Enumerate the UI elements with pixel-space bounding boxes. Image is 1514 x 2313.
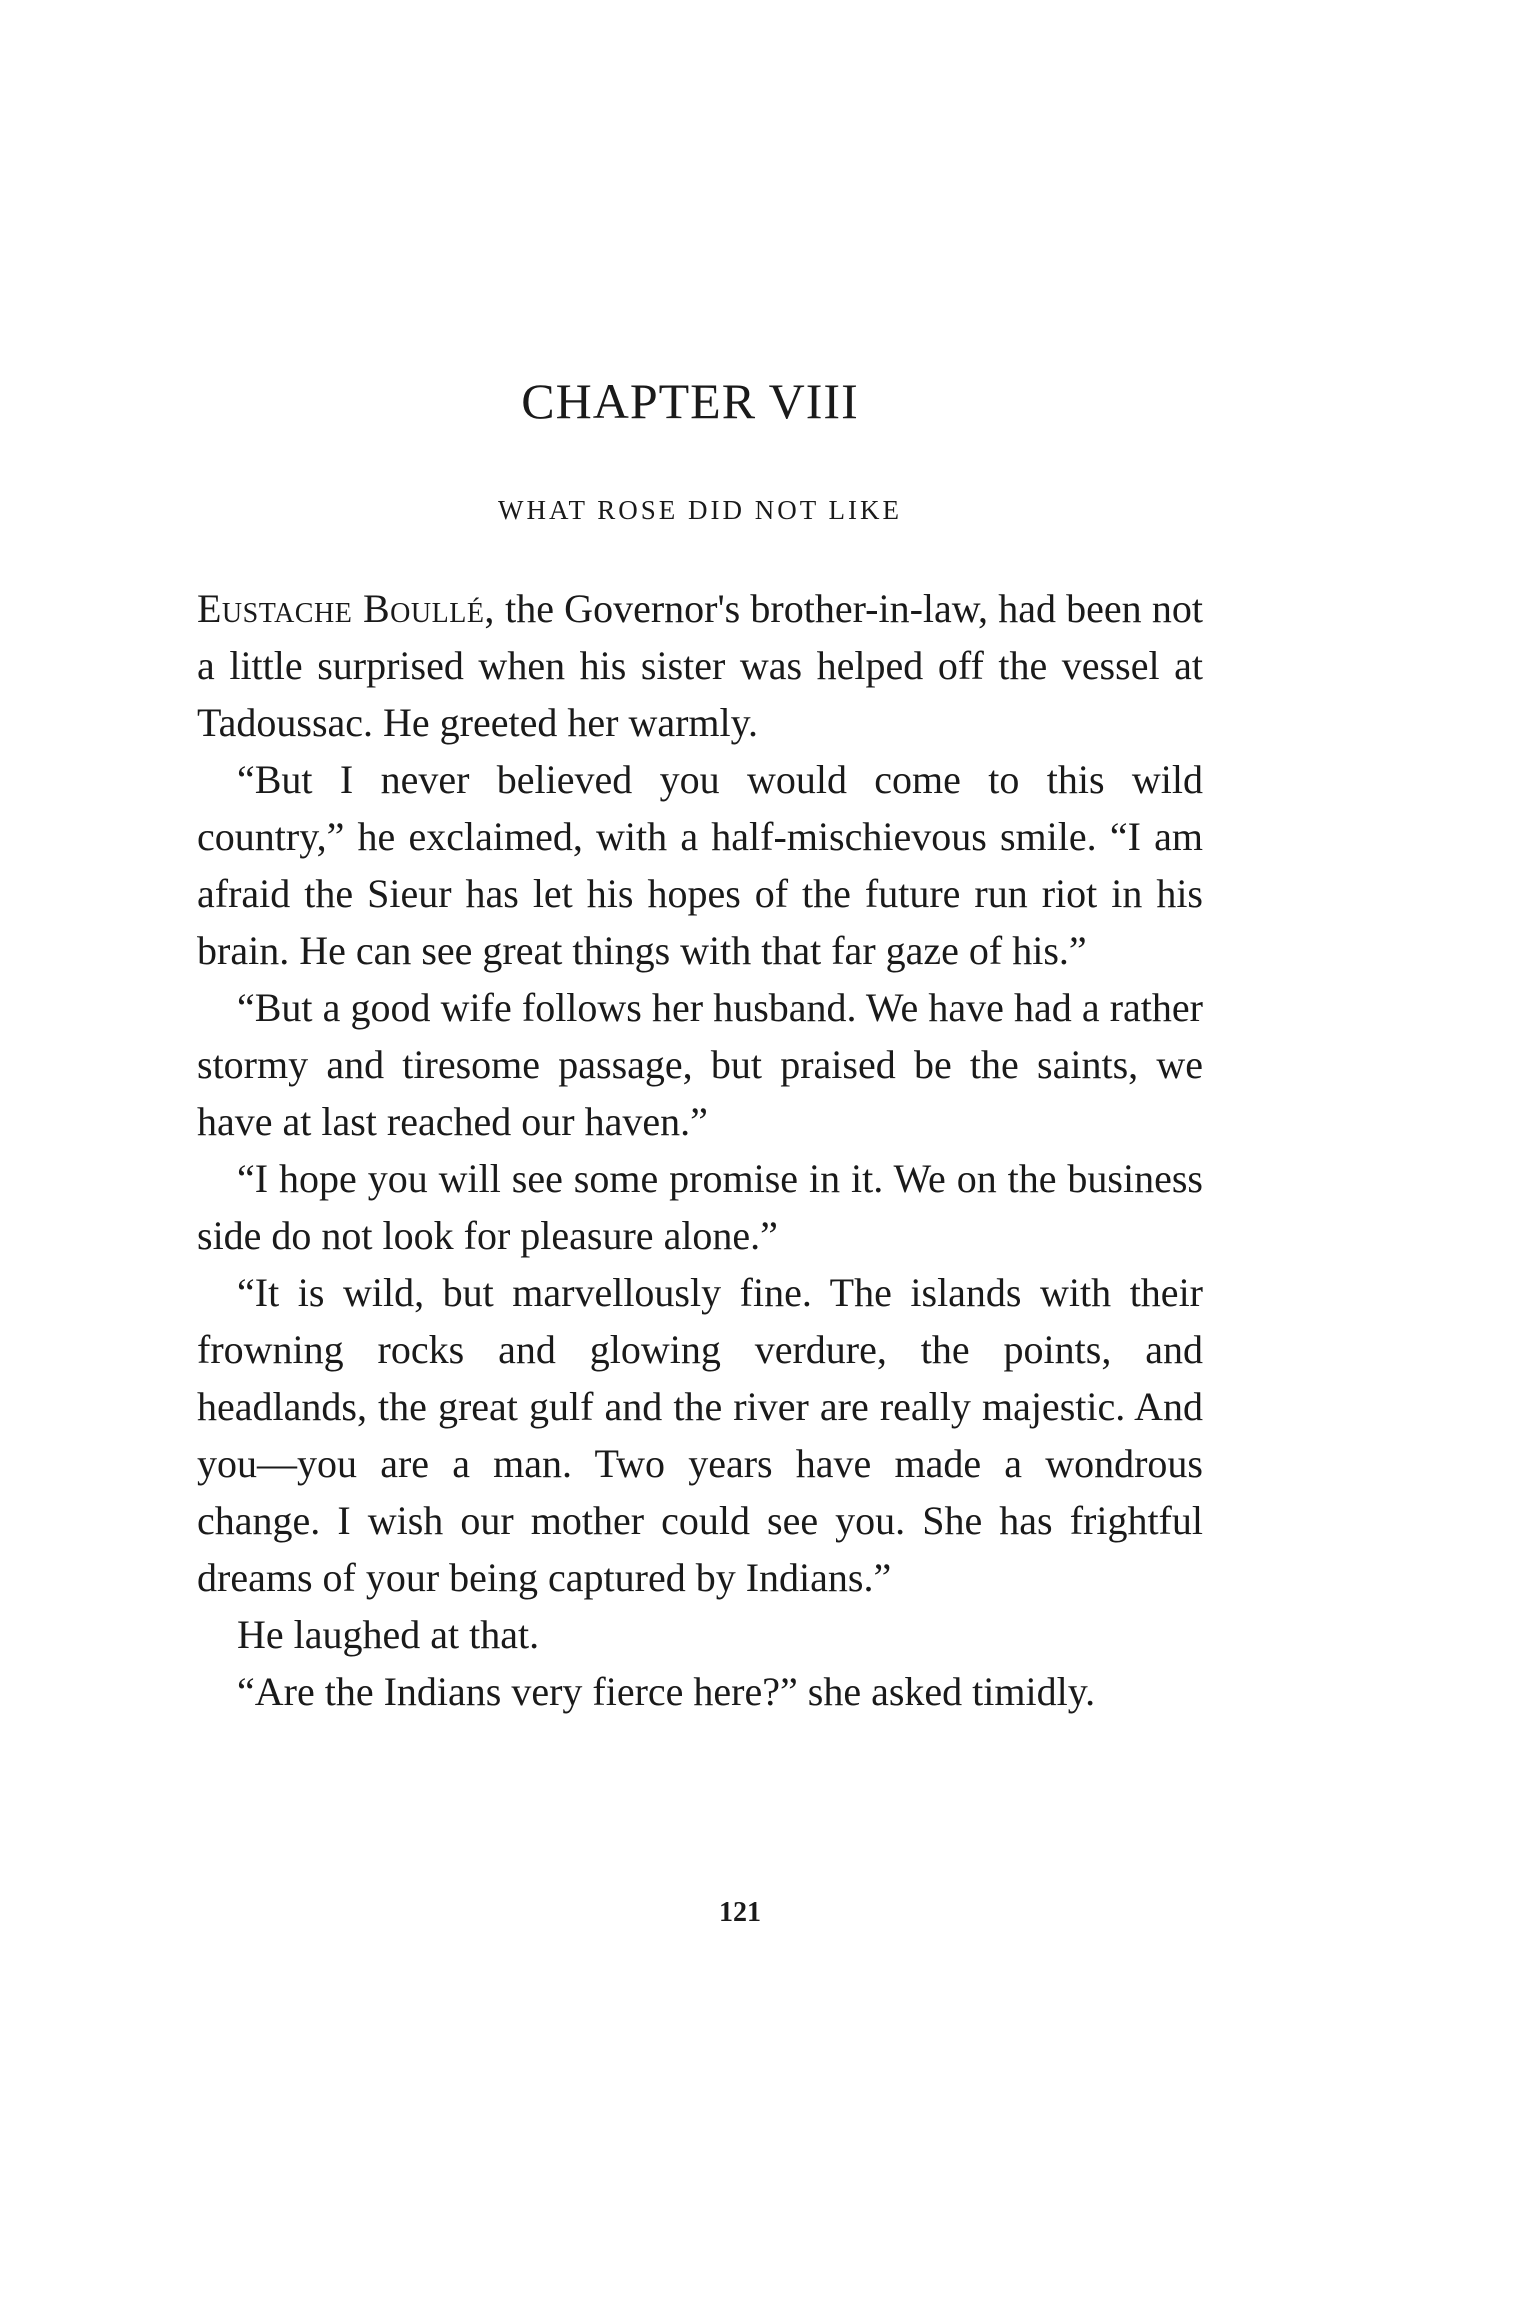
opening-name: Eustache Boullé, <box>197 586 495 631</box>
paragraph-6: He laughed at that. <box>237 1612 540 1657</box>
chapter-subtitle: WHAT ROSE DID NOT LIKE <box>498 495 902 525</box>
chapter-body <box>197 580 1203 1720</box>
paragraph-2: “But I never believed you would come to this wild country,” he exclaimed, with a half-mischievous smile. “I am afraid the Sieur has let his hopes of the future run riot in his brain. He can see great things with that far gaze of his.” <box>197 757 1203 973</box>
paragraph-1 <box>197 580 1203 751</box>
chapter-title: CHAPTER VIII <box>521 373 859 429</box>
paragraph-3: “But a good wife follows her husband. We have had a rather stormy and tiresome passage, but praised be the saints, we have at last reached our haven.” <box>197 985 1203 1144</box>
paragraph-text: the Governor's brother-in-law, had been not a little surprised when his sister was helped off the vessel at Tadoussac. He greeted her warmly. <box>197 586 1203 745</box>
paragraph-4: “I hope you will see some promise in it. We on the business side do not look for pleasure alone.” <box>197 1156 1203 1258</box>
paragraph-7: “Are the Indians very fierce here?” she asked timidly. <box>237 1669 1096 1714</box>
paragraph-5: “It is wild, but marvellously fine. The islands with their frowning rocks and glowing verdure, the points, and headlands, the great gulf and the river are really majestic. And you—you are a man. Two years have made a wondrous change. I wish our mother could see you. She has frightful dreams of your being captured by Indians.” <box>197 1270 1203 1600</box>
page-number: 121 <box>719 1897 761 1928</box>
